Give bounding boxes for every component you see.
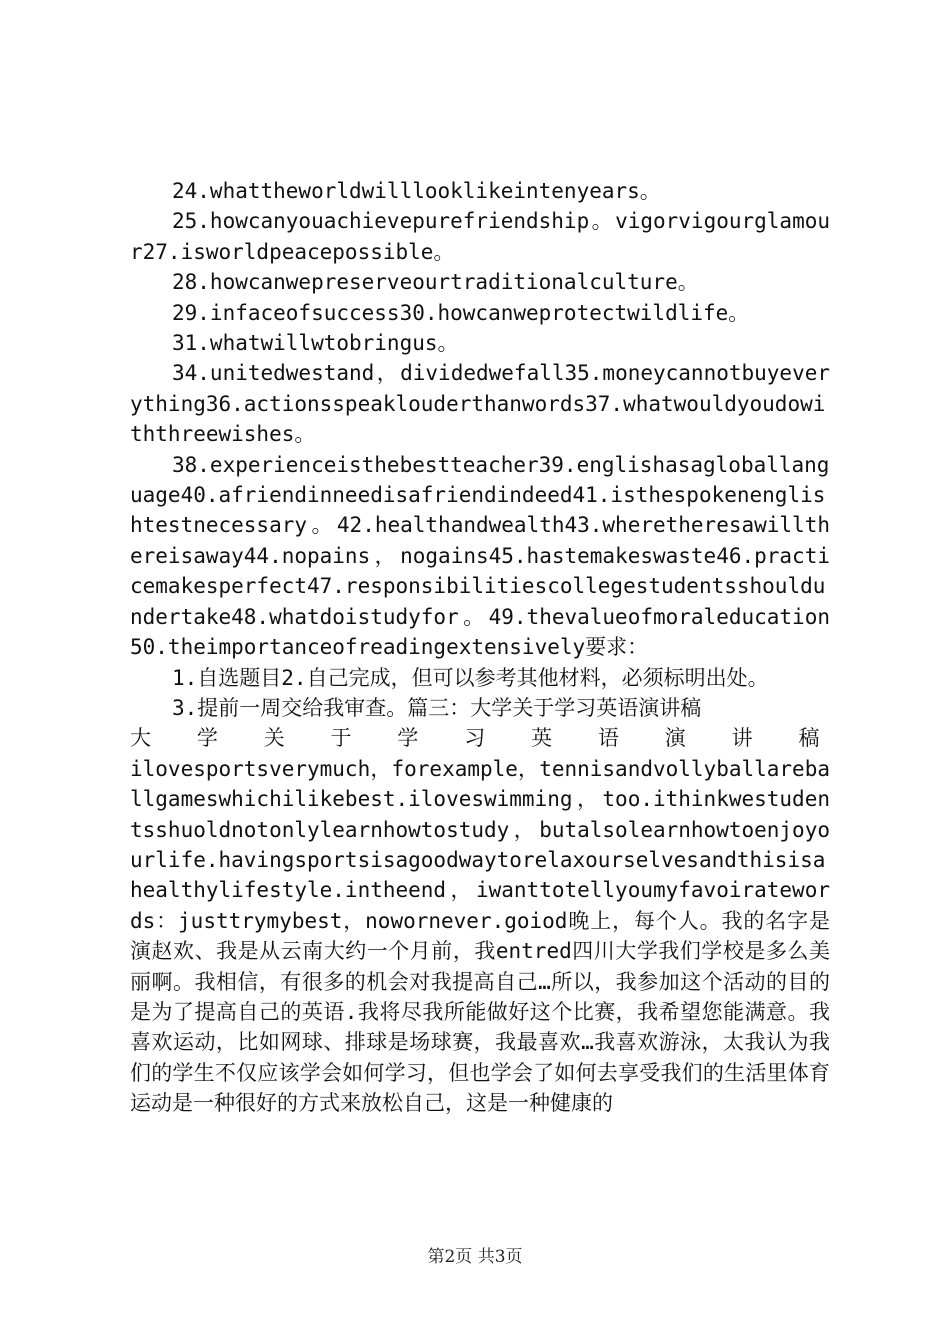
speech-paragraph: ilovesportsverymuch，forexample，tennisandvollyballareballgameswhichilikebest.iloveswimming，too.ithinkwestudentsshuoldnotonlylearnhowtostudy，butalsolearnhowtoenjoyourlife.havingsportsisagoodwaytorelaxourselvesandthisisahealthylifestyle.intheend，iwanttotellyoumyfavoiratewords：justtrymybest，nowornever.goiod晚上，每个人。我的名字是演赵欢、我是从云南大约一个月前，我entred四川大学我们学校是多么美丽啊。我相信，有很多的机会对我提高自己…所以，我参加这个活动的目的是为了提高自己的英语.我将尽我所能做好这个比赛，我希望您能满意。我喜欢运动，比如网球、排球是场球赛，我最喜欢…我喜欢游泳，太我认为我们的学生不仅应该学会如何学习，但也学会了如何去享受我们的生活里体育运动是一种很好的方式来放松自己，这是一种健康的 [130, 756, 830, 1116]
topic-list-paragraph: 38.experienceisthebestteacher39.englishasagloballanguage40.afriendinneedisafriendindeed41.isthespokenenglishtestnecessary。42.healthandwealth43.wheretheresawillthereisaway44.nopains，nogains45.hastemakeswaste46.practicemakesperfect47.responsibilitiescollegestudentsshouldundertake48.whatdoistudyfor。49.thevalueofmoraleducation50.theimportanceofreadingextensively要求： [130, 452, 830, 660]
topic-list-paragraph: 25.howcanyouachievepurefriendship。vigorvigourglamour27.isworldpeacepossible。 [130, 209, 830, 264]
requirement-paragraph: 1.自选题目2.自己完成，但可以参考其他材料，必须标明出处。 [172, 665, 769, 690]
topic-list-paragraph: 29.infaceofsuccess30.howcanweprotectwildlife。 [172, 300, 750, 325]
section-heading: 大学关于学习英语演讲稿 [130, 726, 830, 751]
topic-list-paragraph: 28.howcanwepreserveourtraditionalculture。 [172, 270, 699, 295]
requirement-paragraph: 3.提前一周交给我审查。篇三：大学关于学习英语演讲稿 [172, 695, 702, 720]
topic-list-paragraph: 31.whatwillwtobringus。 [172, 331, 459, 356]
document-body [130, 176, 830, 1119]
topic-list-paragraph: 24.whattheworldwilllooklikeintenyears。 [172, 179, 661, 203]
topic-list-paragraph: 34.unitedwestand，dividedwefall35.moneycannotbuyeverything36.actionsspeaklouderthanwords37.whatwouldyoudowiththreewishes。 [130, 361, 830, 447]
page-footer: 第2页 共3页 [427, 1247, 523, 1267]
